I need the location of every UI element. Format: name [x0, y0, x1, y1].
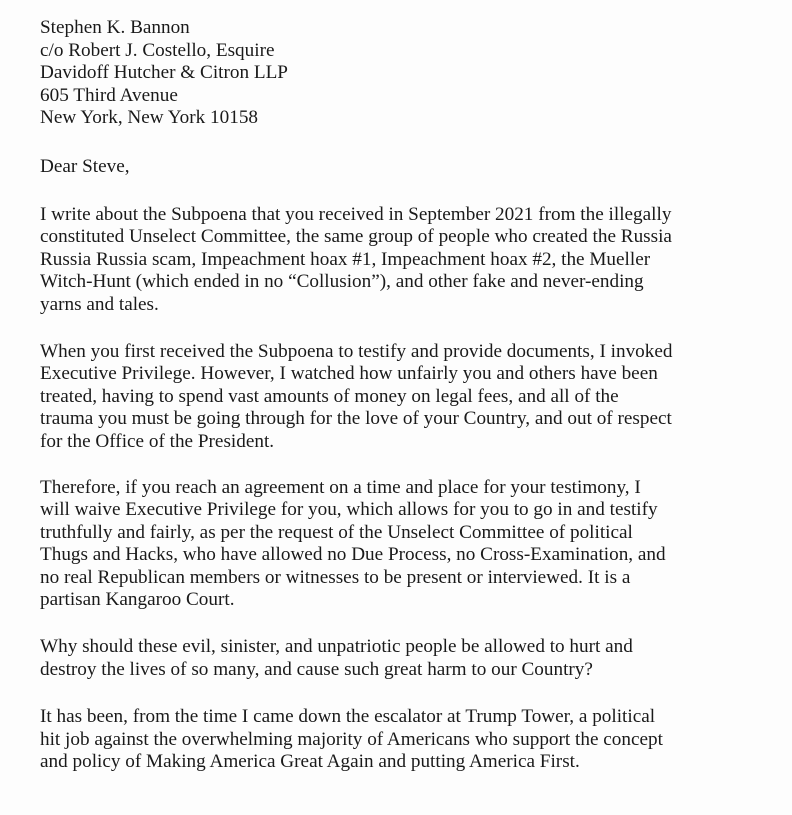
paragraph-line: hit job against the overwhelming majority of Americans who support the concept: [40, 728, 663, 750]
paragraph-line: partisan Kangaroo Court.: [40, 589, 235, 611]
paragraph-line: treated, having to spend vast amounts of money on legal fees, and all of the: [40, 385, 619, 407]
address-line-name: Stephen K. Bannon: [40, 17, 190, 38]
paragraph-political: [40, 706, 780, 774]
address-line-street: 605 Third Avenue: [40, 84, 178, 106]
address-line-firm: Davidoff Hutcher & Citron LLP: [40, 62, 288, 84]
paragraph-line: constituted Unselect Committee, the same group of people who created the Russia: [40, 226, 672, 248]
paragraph-line: When you first received the Subpoena to testify and provide documents, I invoked: [40, 340, 673, 362]
paragraph-line: Why should these evil, sinister, and unpatriotic people be allowed to hurt and: [40, 636, 633, 658]
greeting: Dear Steve,: [40, 155, 130, 177]
address-line-care-of: c/o Robert J. Costello, Esquire: [40, 39, 275, 61]
paragraph-line: yarns and tales.: [40, 293, 159, 315]
paragraph-privilege: [40, 341, 780, 454]
paragraph-line: trauma you must be going through for the love of your Country, and out of respect: [40, 408, 672, 430]
paragraph-line: I write about the Subpoena that you received in September 2021 from the illegally: [40, 203, 672, 225]
paragraph-question: [40, 636, 780, 681]
paragraph-line: Witch-Hunt (which ended in no “Collusion”), and other fake and never-ending: [40, 271, 644, 293]
address-line-city: New York, New York 10158: [40, 107, 259, 129]
paragraph-line: Thugs and Hacks, who have allowed no Due Process, no Cross-Examination, and: [40, 544, 666, 566]
paragraph-subpoena: [40, 204, 780, 317]
paragraph-line: Therefore, if you reach an agreement on a time and place for your testimony, I: [40, 476, 641, 498]
paragraph-line: for the Office of the President.: [40, 430, 275, 452]
paragraph-line: and policy of Making America Great Again and putting America First.: [40, 751, 580, 773]
paragraph-line: It has been, from the time I came down the escalator at Trump Tower, a political: [40, 706, 656, 728]
paragraph-line: Executive Privilege. However, I watched how unfairly you and others have been: [40, 363, 658, 385]
paragraph-line: no real Republican members or witnesses to be present or interviewed. It is a: [40, 566, 631, 588]
paragraph-line: destroy the lives of so many, and cause such great harm to our Country?: [40, 658, 593, 680]
recipient-address: [40, 17, 780, 130]
paragraph-waiver: [40, 477, 780, 613]
letter-body: [40, 17, 780, 774]
paragraph-line: will waive Executive Privilege for you, which allows for you to go in and testify: [40, 499, 658, 521]
paragraph-line: truthfully and fairly, as per the request of the Unselect Committee of political: [40, 521, 633, 543]
paragraph-line: Russia Russia scam, Impeachment hoax #1, Impeachment hoax #2, the Mueller: [40, 248, 651, 270]
